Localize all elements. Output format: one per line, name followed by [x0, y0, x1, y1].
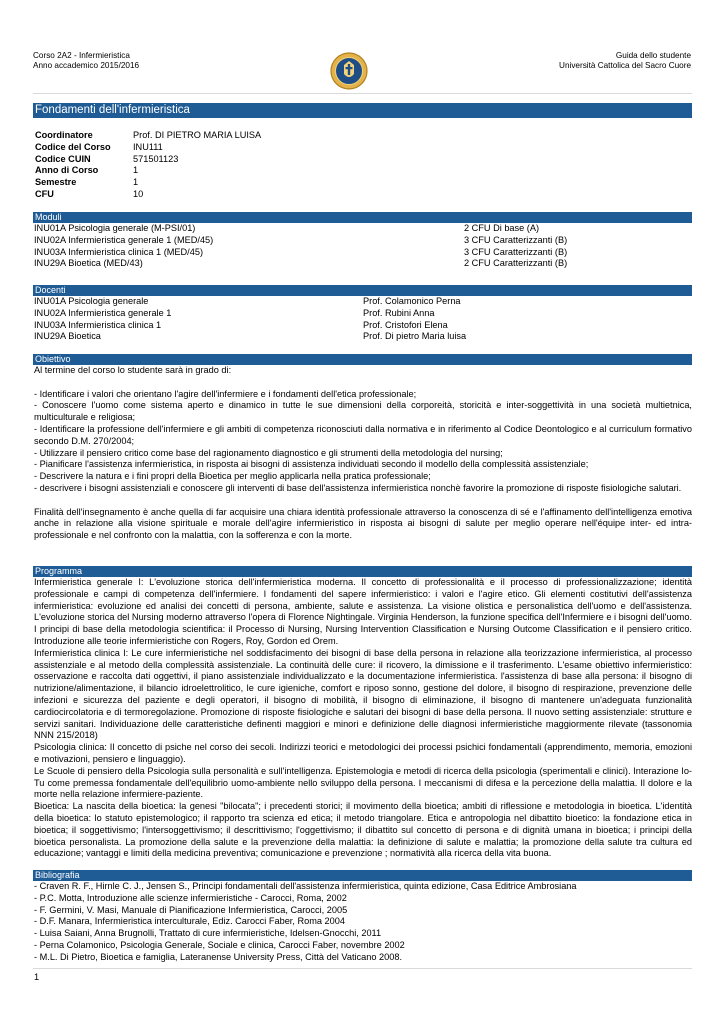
info-value: 571501123 — [133, 153, 179, 164]
info-label: Semestre — [35, 177, 77, 188]
table-row — [34, 258, 692, 270]
list-item: - F. Germini, V. Masi, Manuale di Pianificazione Infermieristica, Carocci, 2005 — [34, 904, 348, 915]
list-item: - M.L. Di Pietro, Bioetica e famiglia, Lateranense University Press, Città del Vaticano 2008. — [34, 951, 403, 962]
table-row — [34, 247, 692, 259]
list-item: - descrivere i bisogni assistenziali e conoscere gli interventi di base dell'assistenza infermieristica nonchè favorire la promozione di risposte fisiologiche salutari. — [34, 482, 682, 493]
moduli-heading: Moduli — [33, 212, 692, 223]
info-value: INU111 — [133, 141, 163, 152]
info-label: Anno di Corso — [35, 165, 99, 176]
docenti-section — [33, 285, 692, 343]
module-cfu: 3 CFU Caratterizzanti (B) — [464, 246, 568, 257]
obiettivo-heading: Obiettivo — [33, 354, 692, 365]
module-name: INU01A Psicologia generale (M-PSI/01) — [34, 223, 196, 233]
bibliografia-section — [33, 870, 692, 964]
teaching-name: INU29A Bioetica — [34, 331, 101, 342]
teacher-name: Prof. Cristofori Elena — [363, 319, 448, 330]
table-row — [34, 308, 692, 320]
programma-paragraph: Psicologia clinica: Il concetto di psiche nel corso dei secoli. Indirizzi teorici e metodologici dei processi psichici fondamentali (apprendimento, memoria, emozioni e motivazioni, pensiero e linguaggio). — [34, 742, 692, 764]
info-value: 1 — [133, 165, 139, 176]
teacher-name: Prof. Di pietro Maria luisa — [363, 331, 467, 342]
module-name: INU29A Bioetica (MED/43) — [34, 258, 143, 269]
teacher-name: Prof. Rubini Anna — [363, 307, 435, 318]
docenti-heading: Docenti — [33, 285, 692, 296]
info-label: Codice CUIN — [35, 153, 91, 164]
info-label: Coordinatore — [35, 130, 93, 140]
obiettivo-section — [33, 354, 692, 542]
programma-heading: Programma — [33, 566, 692, 577]
university-name: Università Cattolica del Sacro Cuore — [559, 61, 691, 70]
teaching-name: INU01A Psicologia generale — [34, 296, 149, 306]
info-label: CFU — [35, 188, 54, 199]
list-item: - Perna Colamonico, Psicologia Generale, Sociale e clinica, Carocci Faber, novembre 2002 — [34, 939, 405, 950]
teacher-name: Prof. Colamonico Perna — [363, 296, 461, 306]
list-item: - Utilizzare il pensiero critico come base del ragionamento diagnostico e gli strumenti della metodologia del nursing; — [34, 447, 503, 458]
programma-paragraph: Infermieristica clinica I: Le cure infermieristiche nel soddisfacimento dei bisogni di base della persona in relazione alla teorizzazione infermieristica, al processo assistenziale e al metodo della complessità assistenziale. La continuità delle cure: il ricovero, la dimissione e il trasferimento. L'esame obiettivo infermieristico: osservazione e raccolta dati oggettivi, il piano assistenziale individualizzato e la documentazione infermieristica. l'assistenza di base alla persona: il bisogno di nutrizione/alimentazione, il bilancio idroelettrolitico, le cure igieniche, comfort e riposo sonno, gestione del dolore, il bisogno di respirazione, prevenzione delle infezioni e sicurezza del paziente e degli operatori, il bisogno di mobilità, il bisogno di eliminazione, il bisogno di mantenere un'adeguata funzionalità cardiocircolatoria e di termoregolazione. Promozione di risposte fisiologiche e salutari dei bisogni di base della persona. Il nuovo setting assistenziale: strutture e servizi sanitari. Individuazione delle caratteristiche definenti maggiori e minori e definizione delle diagnosi infermieristiche maggiormente rilevate (tassonomia NNN 215/2018) — [34, 647, 692, 741]
module-name: INU02A Infermieristica generale 1 (MED/45) — [34, 234, 214, 245]
list-item: - Identificare la professione dell'infermiere e gli ambiti di competenza riconosciuti dalla normativa e in riferimento al Codice Deontologico e al curriculum formativo secondo D.M. 270/2004; — [34, 423, 692, 446]
table-row — [34, 320, 692, 332]
list-item: - Luisa Saiani, Anna Brugnolli, Trattato di cure infermieristiche, Idelsen-Gnocchi, 2011 — [34, 928, 382, 939]
header-left — [33, 51, 139, 71]
course-name: Corso 2A2 - Infermieristica — [33, 51, 130, 60]
guide-title: Guida dello studente — [615, 51, 691, 60]
list-item: - Pianificare l'assistenza infermieristica, in risposta ai bisogni di assistenza individuati secondo il modello della complessità assistenziale; — [34, 459, 589, 470]
university-seal-icon — [330, 52, 368, 90]
module-cfu: 3 CFU Caratterizzanti (B) — [464, 234, 568, 245]
info-value: Prof. DI PIETRO MARIA LUISA — [133, 130, 262, 140]
moduli-section — [33, 212, 692, 270]
programma-section — [33, 566, 692, 860]
list-item: - D.F. Manara, Infermieristica interculturale, Ediz. Carocci Faber, Roma 2004 — [34, 916, 345, 927]
module-cfu: 2 CFU Caratterizzanti (B) — [464, 258, 568, 269]
page-number: 1 — [34, 972, 40, 982]
header-divider — [33, 93, 692, 94]
list-item: - Identificare i valori che orientano l'agire dell'infermiere e i fondamenti dell'etica professionale; — [34, 388, 417, 399]
programma-paragraph: Bioetica: La nascita della bioetica: la genesi "bilocata"; i precedenti storici; il movimento della bioetica; ambiti di riflessione e metodologia in bioetica. L'identità della bioetica: lo statuto epistemologico; il rapporto tra scienza ed etica; il metodo triangolare. Etica e antropologia nel dibattito bioetico: la fondazione etica in bioetica; il soggettivismo; l'intersoggettivismo; il descrittivismo; l'oggettivismo; il dibattito sul concetto di persona e di dignità umana in bioetica; i principi della bioetica personalista. La promozione della salute e la prevenzione della malattia: la definizione di salute e malattia; la promozione della salute tra cultura ed educazione; vantaggi e limiti della medicina preventiva; comunicazione e prevenzione ; normatività alla ricerca della vita buona. — [34, 801, 692, 859]
info-label: Codice del Corso — [35, 141, 111, 152]
course-info — [35, 130, 261, 201]
table-row — [34, 235, 692, 247]
table-row — [34, 296, 692, 308]
header-right — [559, 51, 691, 71]
list-item: - P.C. Motta, Introduzione alle scienze infermieristiche - Carocci, Roma, 2002 — [34, 892, 347, 903]
table-row — [34, 223, 692, 235]
programma-paragraph: Infermieristica generale I: L'evoluzione storica dell'infermieristica moderna. Il concetto di professionalità e il processo di professionalizzazione; identità professionale e campi di competenza dell'infermiere. I fondamenti del sapere infermieristico: i valori e l'agire etico. Gli elementi costitutivi dell'assistenza infermieristica: evoluzione ed analisi dei concetti di persona, ambiente, salute e assistenza. La visione olistica e personalistica dell'uomo e dell'assistenza. L'evoluzione storica del Nursing moderno attraverso l'opera di Florence Nightingale. Virginia Henderson, la funzione specifica dell'Infermiere e i bisogni dell'uomo. I principi di base della metodologia scientifica: il Processo di Nursing, Nursing Intervention Classification e Nursing Outcome Classification e il pensiero critico. Introduzione alle teorie infermieristiche con Rogers, Roy, Gordon ed Orem. — [34, 577, 692, 646]
list-item: - Craven R. F., Hirnle C. J., Jensen S., Principi fondamentali dell'assistenza infermieristica, quinta edizione, Casa Editrice Ambrosiana — [34, 881, 577, 891]
obiettivo-closing: Finalità dell'insegnamento è anche quella di far acquisire una chiara identità professionale attraverso la conoscenza di sé e l'affinamento dell'intelligenza emotiva anche in relazione alla visione spirituale e morale dell'agire infermieristico in risposta ai bisogni di salute per meglio operare nell'équipe inter- ed intra- professionale e nel confronto con la malattia, con la sofferenza e con la morte. — [34, 506, 692, 541]
teaching-name: INU02A Infermieristica generale 1 — [34, 307, 172, 318]
obiettivo-intro: Al termine del corso lo studente sarà in grado di: — [34, 365, 232, 375]
bibliografia-heading: Bibliografia — [33, 870, 692, 881]
programma-paragraph: Le Scuole di pensiero della Psicologia sulla personalità e sull'intelligenza. Epistemologia e metodi di ricerca della psicologia (sperimentali e clinici). Interazione Io-Tu come premessa fondamentale dell'equilibrio uomo-ambiente nello sviluppo della persona. I meccanismi di difesa e la percezione della malattia. Il dolore e la morte nella relazione infermiere-paziente. — [34, 765, 692, 800]
page-title: Fondamenti dell'infermieristica — [33, 103, 692, 118]
academic-year: Anno accademico 2015/2016 — [33, 61, 140, 70]
module-name: INU03A Infermieristica clinica 1 (MED/45) — [34, 246, 203, 257]
footer-divider — [33, 968, 692, 969]
module-cfu: 2 CFU Di base (A) — [464, 223, 540, 233]
list-item: - Descrivere la natura e i fini propri della Bioetica per meglio applicarla nella pratica professionale; — [34, 471, 431, 482]
info-value: 10 — [133, 188, 144, 199]
list-item: - Conoscere l'uomo come sistema aperto e dinamico in tutte le sue dimensioni della corporeità, storicità e inter-soggettività in una società multietnica, multiculturale e religiosa; — [34, 400, 692, 423]
teaching-name: INU03A Infermieristica clinica 1 — [34, 319, 162, 330]
table-row — [34, 331, 692, 343]
info-value: 1 — [133, 177, 139, 188]
